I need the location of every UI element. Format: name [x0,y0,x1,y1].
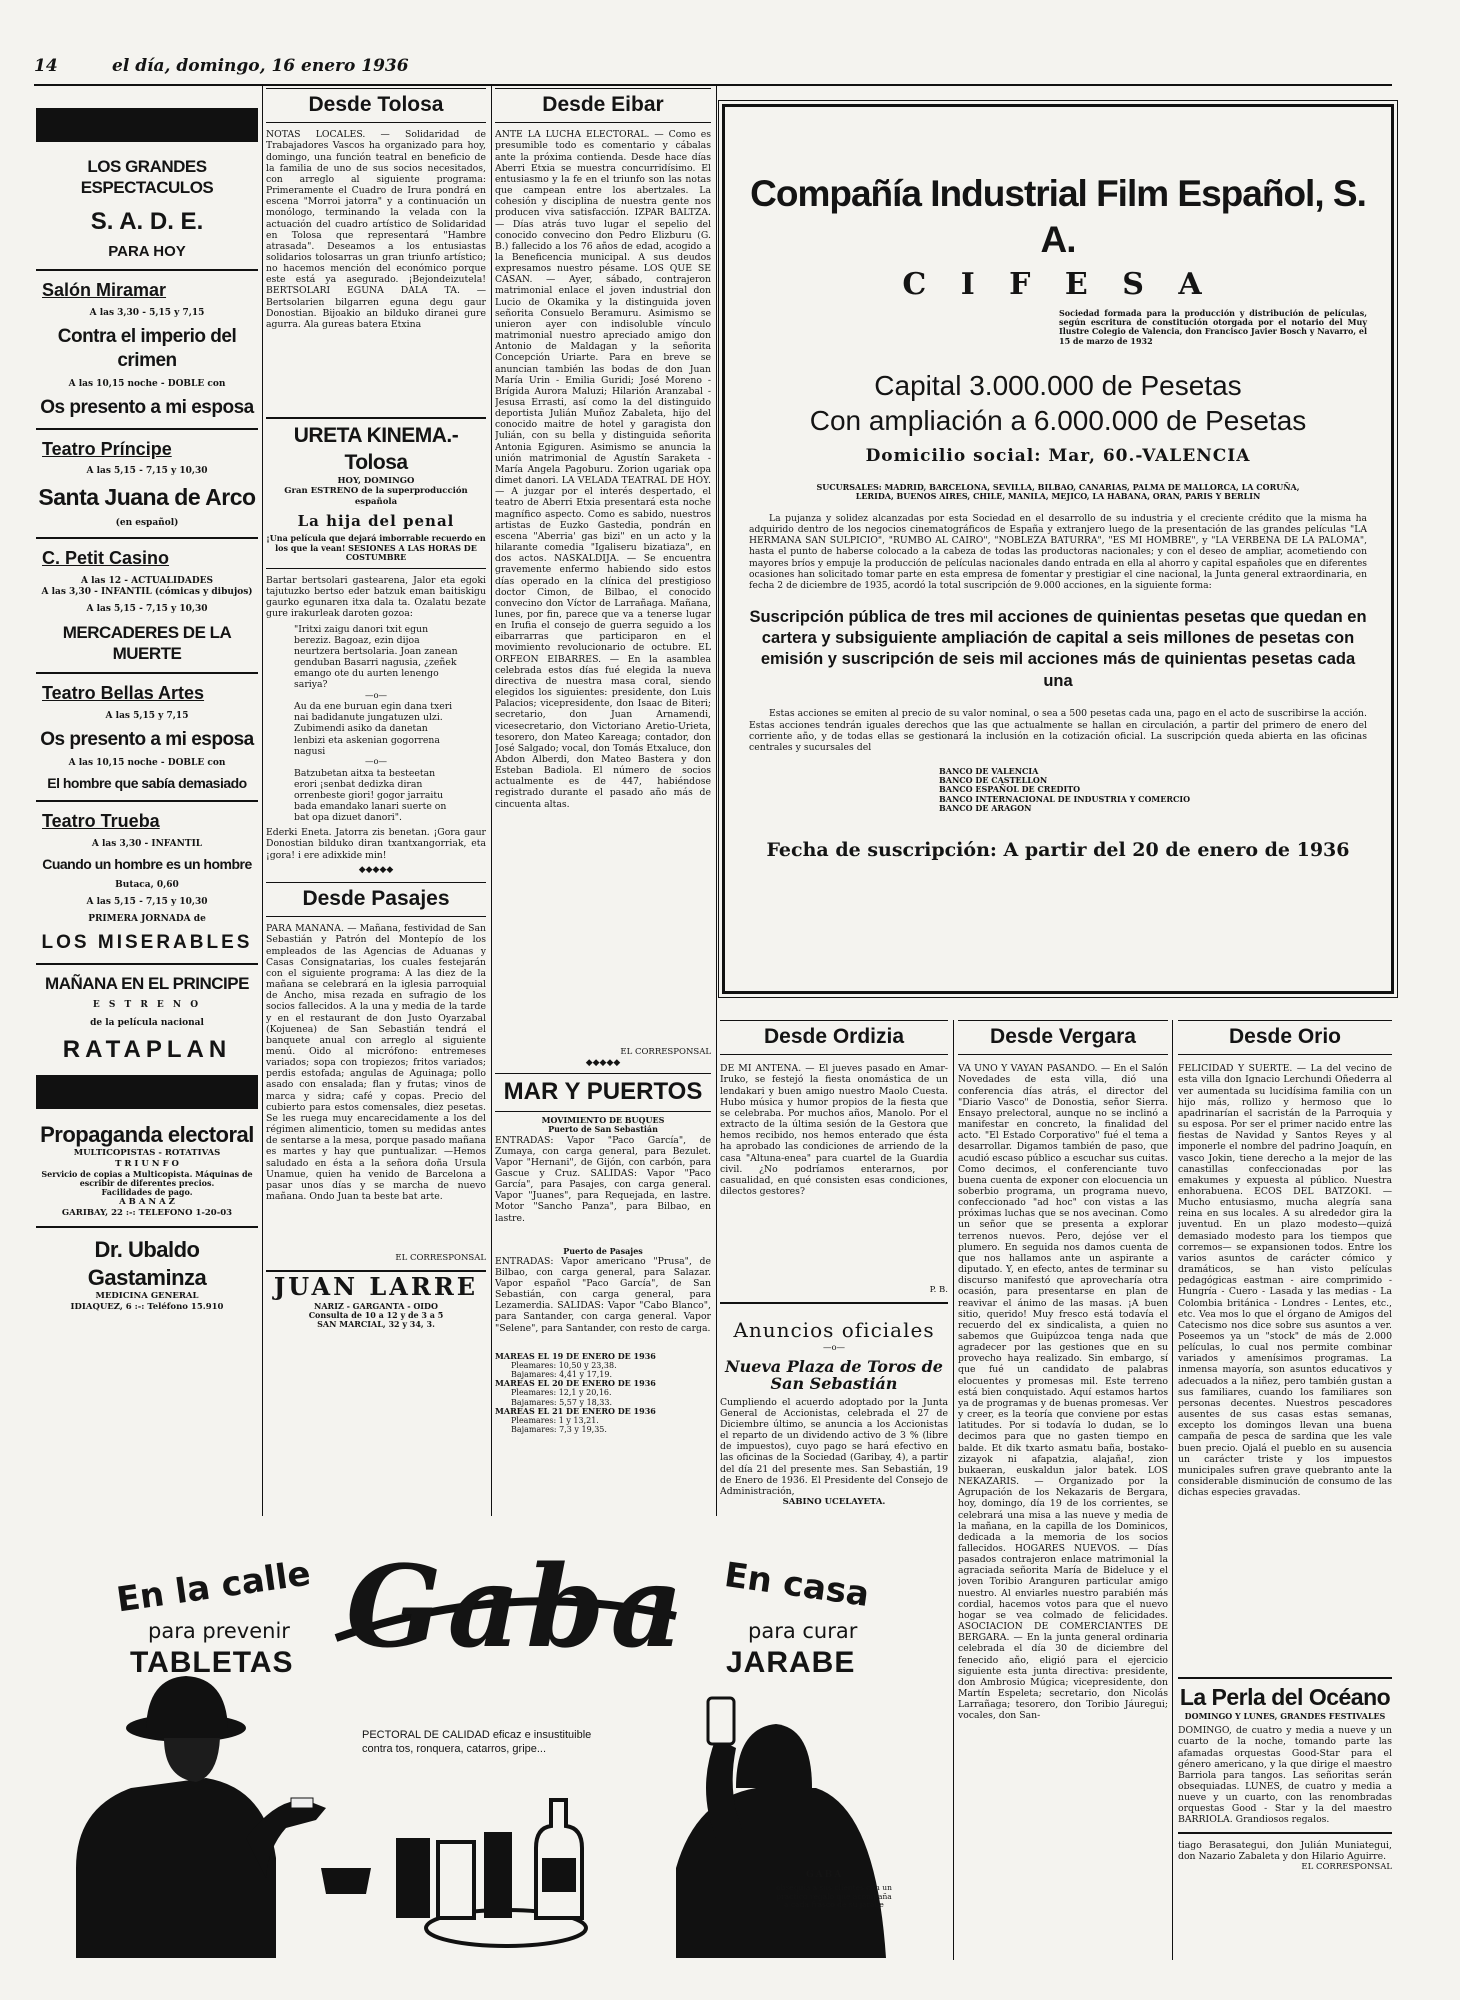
venue-note: (en español) [115,518,179,528]
film-title: Os presento a mi esposa [40,728,254,750]
para-hoy: PARA HOY [108,242,186,260]
cifesa-founding: Sociedad formada para la producción y distribución de películas, según escritura de constitución otorgada por el notario del Muy Ilustre Colegio de Valencia, don Francisco Javier Bosch y Navarro, el 15 de marzo de 1932 [1059,308,1367,346]
juan-larre-line: NARIZ - GARGANTA - OIDO [314,1300,438,1311]
ureta-sub: HOY, DOMINGO [337,475,415,486]
gaba-right-line1: En casa [721,1555,872,1615]
venue-line: A las 3,30 - INFANTIL [91,838,203,849]
bank-name: BANCO DE VALENCIA [939,765,1039,776]
propaganda-brand: T R I U N F O [115,1158,179,1169]
masthead [34,54,1394,80]
column-rule [491,86,492,1516]
masthead-rule [34,84,1392,86]
plaza-text: Cumpliendo el acuerdo adoptado por la Junta General de Accionistas, celebrada el 27 de Diciembre último, se anuncia a los Accionistas el reparto de un dividendo activo de 3 % (libre de impuestos), cuyo pago se hará efectivo en las oficinas de la Sociedad (Garibay, 4), a partir del día 21 del presente mes. San Sebastián, 19 de Enero de 1936. El Presidente del Consejo de Administración, [720,1396,948,1497]
estreno-label: E S T R E N O [92,1000,202,1011]
gaba-left-line3: TABLETAS [130,1646,294,1679]
venue-times: A las 3,30 - 5,15 y 7,15 [89,307,205,318]
film-title: LOS MISERABLES [41,932,253,954]
juan-larre-line: Consulta de 10 a 12 y de 3 a 5 [308,1310,444,1321]
juan-larre-line: SAN MARCIAL, 32 y 34, 3. [317,1319,435,1330]
ureta-title: URETA KINEMA.-Tolosa [293,424,459,474]
venue-note: A las 10,15 noche - DOBLE con [68,378,226,389]
bank-name: BANCO INTERNACIONAL DE INDUSTRIA Y COMERCIO [939,793,1191,804]
propaganda-addr: GARIBAY, 22 :-: TELEFONO 1-20-03 [61,1207,233,1218]
orio-tail: tiago Berasategui, don Julián Muniategui, don Nazario Zabaleta y don Hilario Aguirre. [1178,1839,1392,1862]
propaganda-firm: A B A N A Z [119,1197,175,1208]
mar-port: Puerto de Pasajes [563,1245,643,1256]
venue-teatro-principe: Teatro Príncipe [42,438,172,459]
pasajes-heading: Desde Pasajes [266,882,486,917]
cifesa-fecha: Fecha de suscripción: A partir del 20 de enero de 1936 [766,838,1350,861]
verse-intro: Bartar bertsolari gastearena, Jalor eta egoki tajutuzko bertso eder batzuk eman baitiskigu gaurko egunaren itxa dala ta. Ozalatu bezate gure irakurleak daroten gozoa: [266,574,486,620]
cifesa-body: La pujanza y solidez alcanzadas por esta Sociedad en el desarrollo de su industria y el creciente crédito que la misma ha adquirido dentro de los negocios cinematográficos de España y extranjero luego de la presentación de las grandes películas "LA HERMANA SAN SULPICIO", "RUMBO AL CAIRO", "NOBLEZA BATURRA", "ES MI HOMBRE", y "LA VERBENA DE LA PALOMA", hasta el punto de haberse colocado a la cabeza de todas las productoras nacionales; y con el deseo de ampliar, acometiendo con mayores bríos y empuje la producción de películas nacionales dando entrada en ella al ahorro y capital españoles que en diferentes ocasiones han solicitado tomar parte en esta empresa de fomentar y prestigiar el cine nacional, la Junta general extraordinaria, en fecha 2 de diciembre de 1935, acordó la total suscripción de 9.000 acciones, en la siguiente forma: [749,513,1367,591]
gaba-right-line3: JARABE [726,1646,856,1679]
film-title: Santa Juana de Arco [38,484,256,511]
pasajes-sign: EL CORRESPONSAL [395,1253,486,1264]
estreno-sub: de la película nacional [90,1017,204,1028]
gaba-right-line2: para curar [748,1619,858,1643]
column-rule [953,1020,954,1960]
venue-line: A las 3,30 - INFANTIL (cómicas y dibujos) [41,587,253,597]
marea-date: MAREAS EL 20 DE ENERO DE 1936 [495,1378,656,1389]
vergara-column [958,1020,1168,1960]
orio-text: FELICIDAD Y SUERTE. — La del vecino de esta villa don Ignacio Lerchundi Oñederra al ver aumentada su lucidísima familia con un hijo más, rollizo y hermoso que lo apadrinarían el sacristán de la Parroquia y su esposa. Por ser el primer nacido entre las fiestas de Navidad y Santos Reyes y al imponerle el nombre del padrino Joaquín, en vasco Jokin, tiene derecho a la mejor de las canastillas confeccionadas por las emakumes y expuesta al público. Nuestra enhorabuena. ECOS DEL BATZOKI. — Mucho entusiasmo, mucha alegría sana reina en sus locales. A su alrededor gira la juventud. En un plazo modesto—quizá demasiado modesto para los tiempos que corremos— se expansionen todos. Entre los varios asuntos de carácter cómico y dramáticos, se han visto películas pedagógicas eastman - aire comprimido - Hungría - Cuero - Lasada y las medias - La Colombia británica - Londres - Lentes, etc., etc. Vea mos lo que el órgano de Amigos del Catecismo nos dice sobre sus asuntos a ver. Poseemos ya un "stock" de más de 2.000 películas, lo cual nos permite combinar variados y amenísimos programas. La inmensa mayoría, son asuntos educativos y adecuados a la niñez, pero también gustan a sus familiares, cuando los familiares son personas decentes. Nuestros pescadores ausentes de sus casas estas semanas, excepto los domingos llevan una buena campaña de pesca de sardina que les vale buen precio. Ojalá el pueblo en su ausencia un carácter triste y los impuestos municipales sufren grave quebranto ante la considerable disminución de consumo de las dichas especies gravadas. [1178,1063,1392,1499]
marea-values: Bajamares: 4,41 y 17,19. [511,1370,613,1380]
cifesa-terms: Estas acciones se emiten al precio de su valor nominal, o sea a 500 pesetas cada una, pago en el acto de suscribirse la acción. Estas acciones tendrán iguales derechos que las que actualmente se hallan en circulación, a partir del primero de enero del corriente año, y de todas ellas se gestionará la inclusión en la cotización oficial. La suscripción queda abierta en las oficinas centrales y sucursales del [749,708,1367,753]
tolosa-column: Desde Tolosa NOTAS LOCALES. — Solidaridad de Trabajadores Vascos ha organizado para hoy, domingo, una función teatral en beneficio de la familia de uno de sus socios necesitados, con arreglo al siguiente programa: Primeramente el Cuadro de Irura pondrá en escena "Morroi jatorra" y a continuación un monólogo, terminando la velada con la actuación del cuadro artístico de Solidaridad en Tolosa que representará "Hambre atrasada". Deseamos a los entusiastas solidarios tolosarras un gran triunfo artístico; no hacemos mención del económico porque este está ya asegurado. ¡Bejondeizutela! BERTSOLARI EGUNA DALA TA. — Bertsolarien bilgarren eguna degu gaur Donostian. Bijoakio an bilduko diranei gure agurra. Ala gureas batera Etxina URETA KINEMA.-Tolosa HOY, DOMINGO Gran ESTRENO de la superproducción española La hija del penal ¡Una película que dejará imborrable recuerdo en los que la vean! SESIONES A LAS HORAS DE COSTUMBRE Bartar bertsolari gastearena, Jalor eta egoki tajutuzko bertso eder batzuk eman baitiskigu gaurko egunaren itxa dala ta. Ozalatu bezate gure irakurleak daroten gozoa: "Iritxi zaigu danori txit egun bereziz. Bagoaz, ezin dijoa neurtzera bertsolaria. Joan zanean genduban Basarri nagusia, ¿zeñek emango ote du aurten lenengo sariya? —o— Au da ene buruan egin dana txeri nai badidanute jungatuzen ulzi. Zubimendi asiko da danetan lenbizi eta askenian gogorrena nagusi —o— Batzubetan aitxa ta besteetan erori ¡senbat dedizka diran orrenbeste giori! gogor jarraitu bada emandako lanari suerte on bat opa dizuet danori". Ederki Eneta. Jatorra zis benetan. ¡Gora gaur Donostian bilduko diran txantxangorriak, eta ¡gora! i ere adixkide min! ◆◆◆◆◆ Desde Pasajes PARA MAÑANA. — Mañana, festividad de San Sebastián y Patrón del Montepío de los empleados de las Agencias de Aduanas y Casas Consignatarias, los cuales festejarán con el siguiente programa: A las diez de la mañana se celebrará en la iglesia parroquial de Ancho, misa rezada en sufragio de los socios fallecidos. A la una y media de la tarde y en el restaurant de don Justo Oyarzabal (Kojuenea) de San Sebastián tendrá el banquete anual con arreglo al siguiente menú. Oido al micrófono: entremeses variados; sopa con tropiezos; fritos variados; perdis estofada; angulas de Aguinaga; pollo asado con ensalada; flan y frutas; vinos de marca y sidra; café y copas. Precio del cubierto para estos comensales, diez pesetas. Se les ruega muy encarecidamente a los del régimen alimenticio, tomen su medidas antes de sentarse a la mesa, porque pasado mañana es martes y hay que puntualizar. —Hemos saludado en ésta a la señora doña Ursula Unamue, quien ha venido de Barcelona a pasar unos días y se marcha de nuevo mañana. Ondo Juan ta beste bat arte. EL CORRESPONSAL JUAN LARRE NARIZ - GARGANTA - OIDO Consulta de 10 a 12 y de 3 a 5 SAN MARCIAL, 32 y 34, 3. [266,88,486,1512]
column-rule [716,86,717,1516]
venue-salon-miramar: Salón Miramar [42,280,167,301]
company-name: S. A. D. E. [90,207,204,235]
film-title: El hombre que sabía demasiado [47,774,247,791]
orio-sign: EL CORRESPONSAL [1301,1861,1392,1872]
cifesa-ad [722,104,1394,994]
film-title: RATAPLAN [62,1035,232,1063]
venue-petit-casino: C. Petit Casino [42,548,170,569]
ureta-film: La hija del penal [297,511,455,530]
film-title: Contra el imperio del crimen [57,326,237,371]
venue-line: A las 12 - ACTUALIDADES [81,575,213,586]
ordizia-heading: Desde Ordizia [720,1020,948,1055]
cifesa-acronym: C I F E S A [902,266,1214,302]
tolosa-heading: Desde Tolosa [266,88,486,123]
venue-times: A las 5,15 - 7,15 y 10,30 [86,604,208,615]
cifesa-name: Compañía Industrial Film Español, S. A. [750,173,1366,261]
venue-bellas-artes: Teatro Bellas Artes [42,683,205,703]
gaba-left-line1: En la calle [114,1553,313,1621]
marea-values: Pleamares: 10,50 y 23,38. [511,1360,617,1370]
page-number: 14 [34,56,58,76]
marea-values: Bajamares: 7,3 y 19,35. [511,1425,607,1435]
cifesa-domicilio: Domicilio social: Mar, 60.-VALENCIA [865,445,1251,466]
column-rule [262,86,263,1516]
verse: Batzubetan aitxa ta besteetan erori ¡senbat dedizka diran orrenbeste giori! gogor jarraitu bada emandako lanari suerte on bat opa dizuet danori". [294,767,447,824]
gaba-brand: Gaba [346,1542,690,1673]
plaza-sign: SABINO UCELAYETA. [782,1497,886,1508]
mar-text: ENTRADAS: Vapor "Paco García", de Zumaya, con carga general, para Bezulet. Vapor "Hernani", de Gijón, con carbón, para Gascue y Cruz. SALIDAS: Vapor "Paco García", para Pasajes, con carga general. Vapor "Juanes", para Requejada, en lastre. Motor "Sancho Panza", para Bilbao, en lastre. [495,1134,711,1224]
gaba-small-brand: GABA [806,1870,844,1880]
perla-sub: DOMINGO Y LUNES, GRANDES FESTIVALES [1184,1711,1386,1721]
propaganda-text: Servicio de copias a Multicopista. Máquinas de escribir de diferentes precios. [41,1168,253,1188]
tolosa-text: NOTAS LOCALES. — Solidaridad de Trabajadores Vascos ha organizado para hoy, domingo, una función teatral en beneficio de la familia de uno de sus socios necesitados, con arreglo al siguiente programa: Primeramente el Cuadro de Irura pondrá en escena "Morroi jatorra" y a continuación un monólogo, terminando la velada con la actuación del cuadro artístico de Solidaridad en Tolosa que representará "Hambre atrasada". Deseamos a los entusiastas solidarios tolosarras un gran triunfo artístico; no hacemos mención del económico porque este está ya asegurado. ¡Bejondeizutela! BERTSOLARI EGUNA DALA TA. — Bertsolarien bilgarren eguna degu gaur Donostian. Bijoakio an bilduko diranei gure agurra. Ala gureas batera Etxina [266,129,486,330]
eibar-heading: Desde Eibar [495,88,711,123]
venue-times: A las 5,15 - 7,15 y 10,30 [86,466,208,476]
bank-name: BANCO DE CASTELLON [939,775,1048,786]
perla-title: La Perla del Océano [1179,1684,1391,1711]
verse-outro: Ederki Eneta. Jatorra zis benetan. ¡Gora gaur Donostian bilduko diran txantxangorriak, eta ¡gora! i ere adixkide min! [266,827,486,861]
film-title: Os presento a mi esposa [40,396,254,418]
cifesa-capital1: Capital 3.000.000 de Pesetas [874,369,1242,401]
bank-name: BANCO DE ARAGON [939,802,1032,813]
black-bar [36,108,258,142]
bank-name: BANCO ESPAÑOL DE CREDITO [939,784,1081,795]
mareas-list [495,1352,711,1435]
propaganda-sub: MULTICOPISTAS - ROTATIVAS [73,1148,221,1159]
column-rule [1172,1020,1173,1960]
man-with-hat-illustration [76,1676,326,1958]
venue-times: A las 5,15 y 7,15 [105,710,189,721]
vergara-heading: Desde Vergara [958,1020,1168,1055]
anuncios-heading: Anuncios oficiales [733,1317,935,1342]
film-title: MERCADERES DE LA MUERTE [62,622,232,663]
doctor-name: Dr. Ubaldo Gastaminza [87,1237,207,1290]
man-drinking-illustration [676,1698,886,1958]
gaba-small-text: obsequia a sus clientes con un practico regalo que acompaña a cada frasco de su jarabe [776,1883,892,1910]
ordizia-column: Desde Ordizia DE MI ANTENA. — El jueves pasado en Amar-Iruko, se festejó la fiesta onomástica de un lendakari y buen amigo nuestro Maolo Cuesta. Hubo música y humor propios de la fiesta que se celebraba. Por muchos años, Manolo. Por el extracto de la última sesión de la Gestora que hemos recibido, nos hemos enterado que ésta ha aprobado las condiciones de arriendo de la casa "Altuna-enea" para cuartel de la Guardia civil. ¿No podríamos enterarnos, por casualidad, en qué consisten esas condiciones, dilectos gestores? P. B. Anuncios oficiales —o— Nueva Plaza de Toros de San Sebastián Cumpliendo el acuerdo adoptado por la Junta General de Accionistas, celebrada el 27 de Diciembre último, se anuncia a los Accionistas el reparto de un dividendo activo de 3 % (libre de impuestos), cuyo pago se hará efectivo en las oficinas de la Sociedad (Garibay, 4), a partir del día 21 del presente mes. San Sebastián, 19 de Enero de 1936. El Presidente del Consejo de Administración, SABINO UCELAYETA. [720,1020,948,1580]
verse: "Iritxi zaigu danori txit egun bereziz. Bagoaz, ezin dijoa neurtzera bertsolaria. Joan zanean genduban Basarri nagusia, ¿zeñek emango ote du aurten lenengo sariya? [294,623,458,691]
espectaculos-heading: LOS GRANDES ESPECTACULOS [80,157,214,198]
ureta-tag: ¡Una película que dejará imborrable recuerdo en los que la vean! SESIONES A LAS HORAS DE COSTUMBRE [266,533,486,562]
gaba-ad [36,1538,948,1958]
mar-sub: MOVIMIENTO DE BUQUES [541,1115,665,1126]
vergara-text: VA UNO Y VAYAN PASANDO. — En el Salón Novedades de esta villa, dió una conferencia días atrás, el director del "Diario Vasco" de Donostia, señor Sierra. Ensayo prelectoral, aunque no se inclinó a manifestar en concreto, la finalidad del acto. "El Estado Corporativo" fué el tema a desarrollar. Digamos también de paso, que acudió escaso público a escuchar sus cuitas. Como decimos, el conferenciante tuvo buena cuenta de exponer con elocuencia un soberbio programa, un programa nuevo, confeccionado "ad hoc" con vistas a las próximas luchas que se nos avecinan. Como un señor que se presenta a explorar terrenos nuevos. Pero, dejóse ver el plumero. En seguida nos damos cuenta de que nos hallamos ante un aspirante a diputado. Y, en efecto, antes de terminar su discurso manifestó que aprovecharía otra ocasión, para presentarse en plan de reavivar el ánimo de las masas. ¡A buen sitio, querido! Muy fresco está todavía el recuerdo del ex sindicalista, a quien no sabemos que Guipúzcoa tenga nada que agradecer por las gestiones que en su provecho haya realizado. Sin embargo, sí que fué un candidato de palabras elocuentes y promesas mil. Este terreno está bien conquistado. Aquí estamos hartos ya de programas y de buenas promesas. Ver y creer, es la teoría que conviene por estas latitudes. Por si todavía lo dudan, se lo decimos para que no gasten tiempo en balde. Et dik txarto asmatu baña, bostako-zizayok ni afapatzia, alajaña!, zion bukaeran, euskaldun jalor batek. LOS NEKAZARIS. — Organizado por la Agrupación de los Nekazaris de Bergara, hoy, domingo, día 19 de los corrientes, se celebrará una misa a las nueve y media de la mañana, en la capilla de los Dominicos, dedicada a la memoria de los socios fallecidos. HOGARES NUEVOS. — Días pasados contrajeron enlace matrimonial la agraciada señorita María de Bideluce y el joven Toribio Aranguren particular amigo nuestro. Al enviarles nuestro parabién más cordial, hacemos votos para que el nuevo hogar se vea colmado de felicidades. ASOCIACION DE COMERCIANTES DE BERGARA. — En la junta general ordinaria celebrada el día 30 de diciembre del fenecido año, eligió para el ejercicio siguiente esta junta directiva: presidente, don Ambrosio Múgica; vicepresidente, don Martín Espeleta; secretario, don Nicolás Larrañaga; tesorero, don Toribio Jáuregui; vocales, don San- [958,1063,1168,1722]
marea-date: MAREAS EL 19 DE ENERO DE 1936 [495,1350,656,1361]
propaganda-title: Propaganda electoral [40,1121,254,1147]
eibar-column: Desde Eibar ANTE LA LUCHA ELECTORAL. — Como es presumible todo es comentario y cábalas ante la próxima contienda. Desde hace días Aberri Etxia se muestra concurridísimo. El entusiasmo y la fe en el triunfo son las notas que campean entre los abertzales. La cohesión y disciplina de nuestra gente nos producen viva satisfacción. IZPAR BALTZA. — Días atrás tuvo lugar el sepelio del conocido convecino don Pedro Elizburu (G. B.) fallecido a los 76 años de edad, acogido a la Beneficencia municipal. A sus deudos expresamos nuestro pésame. LOS QUE SE CASAN. — Ayer, sábado, contrajeron matrimonial enlace el joven industrial don Lucio de Okamika y la distinguida joven señorita Consuelo Beramuru. Asimismo se unieron ayer con indisoluble vínculo matrimonial nuestro apreciado amigo don Antonio de Maldagan y la señorita Concepción Uriarte. Para en breve se anuncian también las bodas de don Juan María Urin - Emilia Guridi; José Moreno - Brígida Aurora Maluzi; Hilarión Aranzabal - Jesusa Errasti, así como la del distinguido deportista Julián Muñoz Zabaleta, hijo del conocido maitre de hotel y garagista don Julián, con su bella y distinguida señorita Antonia Egiguren. Asimismo se anuncia la unión matrimonial de Agustín Saraketa - María Angela Pagoburu. Zorion ugariak opa dimet danori. LA VELADA TEATRAL DE HOY. — A juzgar por el interés despertado, el teatro de Aberri Etxia presentará esta noche magnífico aspecto. Como es sabido, nuestros artistas de Euzko Gastedia, pondrán en escena "Aberria' gas bizi" en un acto y la hilarante comedia "Igaliseru bizatiaza", en dos actos. NASKALDIJA. — Se encuentra gravemente enfermo habiendo sido estos días operado en la clínica del prestigioso doctor Cimon, de Bilbao, el conocido convecino don Víctor de Larrañaga. Mañana, lunes, por fin, parece que va a tenerse lugar en Irufia el consejo de guerra seguido a los eibarrarras que participaron en el movimiento revolucionario de octubre. EL ORFEON EIBARRES. — En la asamblea celebrada estos días fué elegida la nueva directiva de nuestra masa coral, siendo elegidos los siguientes: presidente, don Luis Palacios; vicepresidente, don Isaac de Biteri; secretario, don Juan Arnamendi, vicesecretario, don Victoriano Aretio-Urieta, tesorero, don Mateo Kareaga; contador, don José Salgado; vocal, don Tomás Etxaluce, don Abdon Alberdi, don Mateo Bastera y don Esteban Badiola. El número de socios actualmente es de 447, habiéndose registrado durante el pasado año más de cincuenta altas. EL CORRESPONSAL ◆◆◆◆◆ MAR Y PUERTOS MOVIMIENTO DE BUQUES Puerto de San Sebastián ENTRADAS: Vapor "Paco García", de Zumaya, con carga general, para Bezulet. Vapor "Hernani", de Gijón, con carbón, para Gascue y Cruz. SALIDAS: Vapor "Paco García", para Pasajes, con carga general. Vapor "Juanes", para Requejada, en lastre. Motor "Sancho Panza", para Bilbao, en lastre. Puerto de Pasajes ENTRADAS: Vapor americano "Prusa", de Bilbao, con carga general, para Salazar. Vapor español "Paco García", de San Sebastián, con carga general, para Lezamerdia. SALIDAS: Vapor "Cabo Blanco", para Santander, con carga general. Vapor "Selene", para Santander, con resto de carga. MAREAS EL 19 DE ENERO DE 1936 Pleamares: 10,50 y 23,38. Bajamares: 4,41 y 17,19. MAREAS EL 20 DE ENERO DE 1936 Pleamares: 12,1 y 20,16. Bajamares: 5,57 y 18,33. MAREAS EL 21 DE ENERO DE 1936 Pleamares: 1 y 13,21. Bajamares: 7,3 y 19,35. [495,88,711,1512]
black-bar [36,1075,258,1109]
eibar-sign: EL CORRESPONSAL [620,1047,711,1058]
gaba-left-line2: para prevenir [148,1619,290,1643]
marea-values: Pleamares: 12,1 y 20,16. [511,1388,612,1398]
venue-times: A las 5,15 - 7,15 y 10,30 [86,896,208,907]
marea-date: MAREAS EL 21 DE ENERO DE 1936 [495,1405,656,1416]
juan-larre-title: JUAN LARRE [273,1271,479,1301]
eibar-text: ANTE LA LUCHA ELECTORAL. — Como es presumible todo es comentario y cábalas ante la próxima contienda. Desde hace días Aberri Etxia se muestra concurridísimo. El entusiasmo y la fe en el triunfo son las notas que campean entre los abertzales. La cohesión y disciplina de nuestra gente nos producen viva satisfacción. IZPAR BALTZA. — Días atrás tuvo lugar el sepelio del conocido convecino don Pedro Elizburu (G. B.) fallecido a los 76 años de edad, acogido a la Beneficencia municipal. A sus deudos expresamos nuestro pésame. LOS QUE SE CASAN. — Ayer, sábado, contrajeron matrimonial enlace el joven industrial don Lucio de Okamika y la distinguida joven señorita Consuelo Beramuru. Asimismo se unieron ayer con indisoluble vínculo matrimonial nuestro apreciado amigo don Antonio de Maldagan y la señorita Concepción Uriarte. Para en breve se anuncian también las bodas de don Juan María Urin - Emilia Guridi; José Moreno - Brígida Aurora Maluzi; Hilarión Aranzabal - Jesusa Errasti, así como la del distinguido deportista Julián Muñoz Zabaleta, hijo del conocido maitre de hotel y garagista don Julián, con su bella y distinguida señorita Antonia Egiguren. Asimismo se anuncia la unión matrimonial de Agustín Saraketa - María Angela Pagoburu. Zorion ugariak opa dimet danori. LA VELADA TEATRAL DE HOY. — A juzgar por el interés despertado, el teatro de Aberri Etxia presentará esta noche magnífico aspecto. Como es sabido, nuestros artistas de Euzko Gastedia, pondrán en escena "Aberria' gas bizi" en un acto y la hilarante comedia "Igaliseru bizatiaza", en dos actos. NASKALDIJA. — Se encuentra gravemente enfermo habiendo sido estos días operado en la clínica del prestigioso doctor Cimon, de Bilbao, el conocido convecino don Víctor de Larrañaga. Mañana, lunes, por fin, parece que va a tenerse lugar en Irufia el consejo de guerra seguido a los eibarrarras que participaron en el movimiento revolucionario de octubre. EL ORFEON EIBARRES. — En la asamblea celebrada estos días fué elegida la nueva directiva de nuestra masa coral, siendo elegidos los siguientes: presidente, don Luis Palacios; vicepresidente, don Isaac de Biteri; secretario, don Juan Arnamendi, vicesecretario, don Victoriano Aretio-Urieta, tesorero, don Mateo Kareaga; contador, don José Salgado; vocal, don Tomás Etxaluce, don Abdon Alberdi, don Mateo Bastera y don Esteban Badiola. El número de socios actualmente es de 447, habiéndose registrado durante el pasado año más de cincuenta altas. [495,129,711,810]
espectaculos-column [36,108,258,1510]
doctor-spec: MEDICINA GENERAL [95,1291,199,1302]
manana-heading: MAÑANA EN EL PRINCIPE [45,974,249,993]
perla-text: DOMINGO, de cuatro y media a nueve y un cuarto de la noche, tomando parte las afamadas orquestas Good-Star para el género americano, y la que dirige el maestro Barriola para tangos. Las señoritas serán obsequiadas. LUNES, de cuatro y media a nueve y un cuarto, con las renombradas orquestas Good - Star y la del maestro BARRIOLA. Grandiosos regalos. [1178,1725,1392,1826]
doctor-addr: IDIAQUEZ, 6 :-: Teléfono 15.910 [70,1301,224,1312]
pasajes-text: PARA MAÑANA. — Mañana, festividad de San Sebastián y Patrón del Montepío de los empleados de las Agencias de Aduanas y Casas Consignatarias, los cuales festejarán con el siguiente programa: A las diez de la mañana se celebrará en la iglesia parroquial de Ancho, misa rezada en sufragio de los socios fallecidos. A la una y media de la tarde y en el restaurant de don Justo Oyarzabal (Kojuenea) de San Sebastián tendrá el banquete anual con arreglo al siguiente menú. Oido al micrófono: entremeses variados; sopa con tropiezos; fritos variados; perdis estofada; angulas de Aguinaga; pollo asado con ensalada; flan y frutas; vinos de marca y sidra; café y copas. Precio del cubierto para estos comensales, diez pesetas. Se les ruega muy encarecidamente a los del régimen alimenticio, tomen su medidas antes de sentarse a la mesa, porque pasado mañana es martes y hay que puntualizar. —Hemos saludado en ésta a la señora doña Ursula Unamue, quien ha venido de Barcelona a pasar unos días y se marcha de nuevo mañana. Ondo Juan ta beste bat arte. [266,923,486,1203]
cifesa-banks [939,767,1367,813]
gaba-tagline: PECTORAL DE CALIDAD eficaz e insustituible contra tos, ronquera, catarros, gripe... [362,1729,592,1756]
marea-values: Pleamares: 1 y 13,21. [511,1416,599,1425]
ureta-line: Gran ESTRENO de la superproducción española [284,486,468,507]
orio-column [1178,1020,1392,1960]
plaza-title: Nueva Plaza de Toros de San Sebastián [725,1356,943,1394]
ordizia-sign: P. B. [929,1285,948,1296]
verse: Au da ene buruan egin dana txeri nai badidanute jungatuzen ulzi. Zubimendi asiko da danetan lenbizi eta askenian gogorrena nagusi [294,701,453,757]
venue-trueba: Teatro Trueba [42,811,160,832]
propaganda-pay: Facilidades de pago. [101,1186,193,1197]
mar-text: ENTRADAS: Vapor americano "Prusa", de Bilbao, con carga general, para Salazar. Vapor español "Paco García", de San Sebastián, con carga general, para Lezamerdia. SALIDAS: Vapor "Cabo Blanco", para Santander, con carga general. Vapor "Selene", para Santander, con resto de carga. [495,1255,711,1334]
film-title: Cuando un hombre es un hombre [42,856,252,872]
venue-prices: Butaca, 0,60 [115,879,179,890]
gaba-products-illustration [321,1800,586,1946]
venue-note: A las 10,15 noche - DOBLE con [68,757,226,768]
cifesa-sucursales: SUCURSALES: MADRID, BARCELONA, SEVILLA, BILBAO, CANARIAS, PALMA DE MALLORCA, LA CORUÑA, LERIDA, BUENOS AIRES, CHILE, MANILA, MEJICO, LA HABANA, ORAN, PARIS Y BERLIN [816,482,1300,502]
mar-port: Puerto de San Sebastián [548,1124,658,1135]
mar-heading: MAR Y PUERTOS [495,1073,711,1112]
venue-note: PRIMERA JORNADA de [88,914,206,924]
marea-values: Bajamares: 5,57 y 18,33. [511,1397,613,1407]
orio-heading: Desde Orio [1178,1020,1392,1055]
cifesa-capital2: Con ampliación a 6.000.000 de Pesetas [809,404,1307,436]
ordizia-text: DE MI ANTENA. — El jueves pasado en Amar-Iruko, se festejó la fiesta onomástica de un lendakari y buen amigo nuestro Maolo Cuesta. Hubo música y humor propios de la fiesta que se celebraba. Por muchos años, Manolo. Por el extracto de la última sesión de la Gestora que hemos recibido, nos hemos enterado que ésta ha aprobado las condiciones de arriendo de la casa "Altuna-enea" para cuartel de la Guardia civil. ¿No podríamos enterarnos, por casualidad, en qué consisten esas condiciones, dilectos gestores? [720,1063,948,1197]
masthead-line: el día, domingo, 16 enero 1936 [112,56,409,76]
cifesa-offer: Suscripción pública de tres mil acciones de quinientas pesetas que quedan en cartera y subsiguiente ampliación de capital a seis millones de pesetas con emisión y suscripción de seis mil acciones más de quinientas pesetas cada una [749,607,1367,690]
